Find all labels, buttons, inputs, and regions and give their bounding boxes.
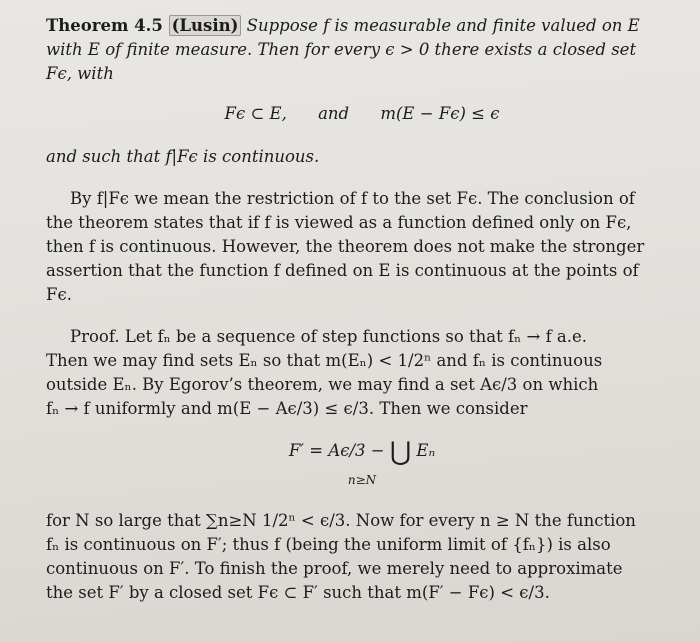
proof-final-line: fₙ is continuous on F′; thus f (being the uniform limit of {fₙ}) is also	[46, 535, 611, 554]
proof-paragraph	[46, 325, 678, 421]
proof-line: Proof. Let fₙ be a sequence of step functions so that fₙ → f a.e.	[70, 327, 588, 346]
remark-line: the theorem states that if f is viewed as a function defined only on Fϵ,	[46, 213, 632, 232]
proof-final-paragraph	[46, 509, 678, 605]
display-and: and	[318, 104, 350, 123]
union-equation	[46, 435, 678, 493]
theorem-label: Theorem 4.5	[46, 16, 169, 35]
remark-paragraph	[46, 187, 678, 307]
theorem-statement-start: Suppose f is measurable and finite valued on E	[241, 16, 640, 35]
remark-line: Fϵ.	[46, 285, 72, 304]
theorem-line-1	[46, 14, 678, 38]
remark-line: then f is continuous. However, the theorem does not make the stronger	[46, 237, 645, 256]
theorem-name-highlight: (Lusin)	[169, 15, 242, 36]
theorem-line-2: with E of finite measure. Then for every ϵ > 0 there exists a closed set	[46, 40, 637, 59]
proof-final-line: the set F′ by a closed set Fϵ ⊂ F′ such that m(F′ − Fϵ) < ϵ/3.	[46, 583, 550, 602]
union-symbol: ⋃	[389, 437, 412, 467]
union-rhs: Eₙ	[411, 441, 436, 460]
remark-line: assertion that the function f defined on E is continuous at the points of	[46, 261, 639, 280]
proof-final-line: continuous on F′. To finish the proof, we merely need to approximate	[46, 559, 623, 578]
union-lhs: F′ = Aϵ/3 −	[288, 441, 390, 460]
proof-line: fₙ → f uniformly and m(E − Aϵ/3) ≤ ϵ/3. Then we consider	[46, 399, 528, 418]
display-right: m(E − Fϵ) ≤ ϵ	[380, 104, 500, 123]
remark-line: By f|Fϵ we mean the restriction of f to the set Fϵ. The conclusion of	[70, 189, 635, 208]
display-left: Fϵ ⊂ E,	[224, 104, 287, 123]
proof-line: Then we may find sets Eₙ so that m(Eₙ) < 1/2ⁿ and fₙ is continuous	[46, 351, 603, 370]
proof-line: outside Eₙ. By Egorov’s theorem, we may find a set Aϵ/3 on which	[46, 375, 599, 394]
theorem-display-equation	[46, 104, 678, 123]
theorem-conclusion: and such that f|Fϵ is continuous.	[46, 147, 320, 166]
theorem-line-3: Fϵ, with	[46, 64, 114, 83]
union-subscript: n≥N	[347, 473, 377, 487]
proof-final-line: for N so large that ∑n≥N 1/2ⁿ < ϵ/3. Now for every n ≥ N the function	[46, 511, 636, 530]
